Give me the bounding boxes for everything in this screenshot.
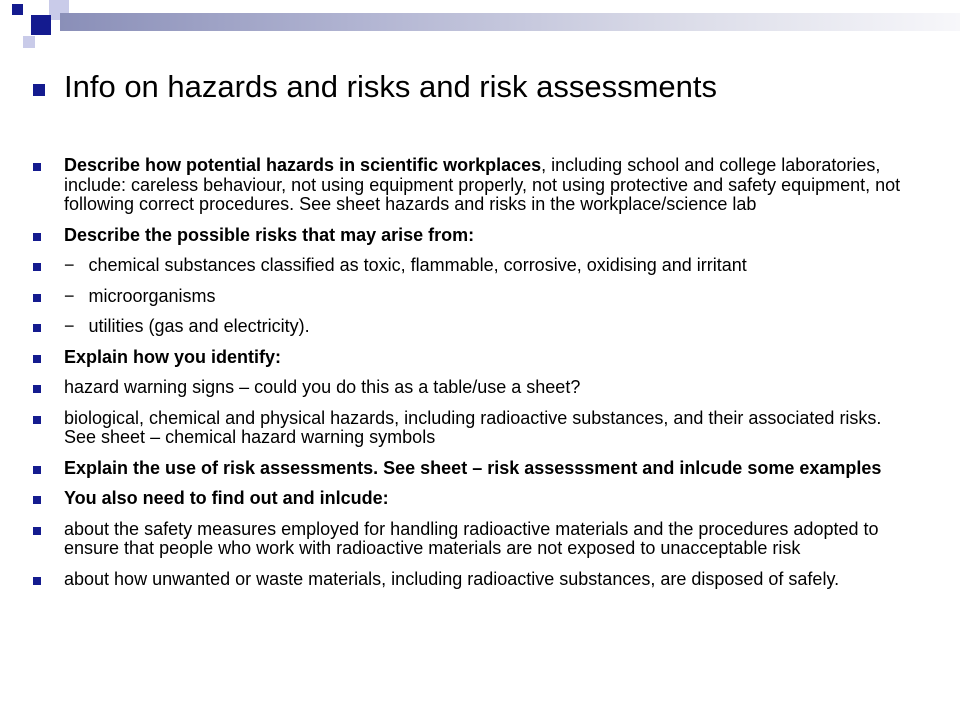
square-bullet-icon bbox=[33, 496, 41, 504]
decorative-square bbox=[31, 15, 51, 35]
decorative-square bbox=[23, 36, 35, 48]
gradient-bar bbox=[60, 13, 960, 31]
list-item bbox=[33, 348, 913, 368]
body-text: , including school and college laboratories, include: careless behaviour, not using equipment properly, not using protective and safety equipment, not following correct procedures. See sheet hazards and risks in the workplace/science lab bbox=[64, 155, 901, 214]
list-item-text: about the safety measures employed for handling radioactive materials and the procedures adopted to ensure that people who work with radioactive materials are not exposed to unacceptable risk bbox=[64, 518, 879, 558]
dash-marker: − bbox=[64, 255, 75, 275]
list-item-text bbox=[64, 317, 913, 337]
list-item-text bbox=[64, 256, 913, 276]
list-item-text: biological, chemical and physical hazards, including radioactive substances, and their associated risks. See sheet – chemical hazard warning symbols bbox=[64, 407, 882, 447]
list-item-text bbox=[64, 226, 913, 246]
decorative-square bbox=[12, 4, 23, 15]
bold-text: You also need to find out and inlcude: bbox=[64, 488, 389, 508]
square-bullet-icon bbox=[33, 84, 45, 96]
bullet-list bbox=[33, 156, 913, 600]
list-item-text bbox=[64, 489, 913, 509]
list-item-text bbox=[64, 287, 913, 307]
square-bullet-icon bbox=[33, 385, 41, 393]
square-bullet-icon bbox=[33, 263, 41, 271]
list-item bbox=[33, 520, 913, 559]
square-bullet-icon bbox=[33, 527, 41, 535]
body-text: utilities (gas and electricity). bbox=[88, 316, 310, 336]
list-item bbox=[33, 256, 913, 276]
list-item bbox=[33, 287, 913, 307]
list-item bbox=[33, 226, 913, 246]
dash-marker: − bbox=[64, 316, 75, 336]
square-bullet-icon bbox=[33, 294, 41, 302]
list-item bbox=[33, 489, 913, 509]
body-text: chemical substances classified as toxic, flammable, corrosive, oxidising and irritant bbox=[88, 255, 747, 275]
bold-text: Explain the use of risk assessments. See sheet – risk assesssment and inlcude some examples bbox=[64, 457, 882, 478]
header-decoration bbox=[0, 0, 960, 60]
list-item bbox=[33, 459, 913, 479]
list-item-text bbox=[64, 459, 913, 479]
list-item bbox=[33, 378, 913, 398]
dash-marker: − bbox=[64, 285, 75, 306]
square-bullet-icon bbox=[33, 466, 41, 474]
list-item-text: hazard warning signs – could you do this as a table/use a sheet? bbox=[64, 377, 581, 397]
square-bullet-icon bbox=[33, 355, 41, 363]
square-bullet-icon bbox=[33, 233, 41, 241]
slide-title: Info on hazards and risks and risk assessments bbox=[64, 69, 718, 104]
list-item bbox=[33, 156, 913, 215]
square-bullet-icon bbox=[33, 577, 41, 585]
square-bullet-icon bbox=[33, 163, 41, 171]
list-item-text bbox=[64, 348, 913, 368]
slide-title-block bbox=[33, 70, 933, 104]
list-item-text: about how unwanted or waste materials, including radioactive substances, are disposed of safely. bbox=[64, 568, 840, 589]
body-text: microorganisms bbox=[88, 285, 216, 306]
list-item bbox=[33, 317, 913, 337]
bold-text: Describe the possible risks that may arise from: bbox=[64, 224, 475, 245]
bold-text: Explain how you identify: bbox=[64, 346, 282, 367]
square-bullet-icon bbox=[33, 416, 41, 424]
list-item bbox=[33, 570, 913, 590]
square-bullet-icon bbox=[33, 324, 41, 332]
list-item bbox=[33, 409, 913, 448]
bold-text: Describe how potential hazards in scientific workplaces bbox=[64, 155, 542, 175]
list-item-text bbox=[64, 156, 913, 215]
